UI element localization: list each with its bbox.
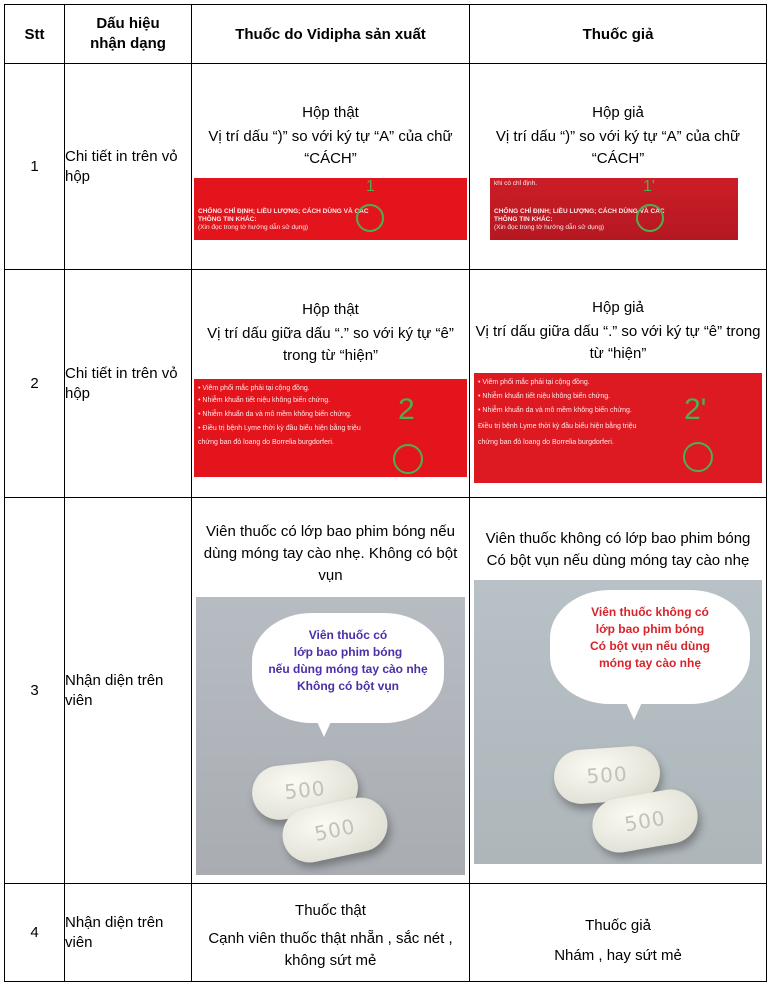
bubble-line: lớp bao phim bóng xyxy=(293,644,403,659)
marker-label: 1 xyxy=(366,177,375,195)
header-row xyxy=(5,5,767,64)
real-box-photo xyxy=(194,379,467,477)
banner-line: • Nhiễm khuẩn tiết niệu không biến chứng. xyxy=(198,396,331,404)
real-desc: Vị trí dấu “)” so với ký tự “A” của chữ “CÁCH” xyxy=(208,127,453,167)
fake-title: Hộp giả xyxy=(592,103,644,121)
fake-title: Thuốc giả xyxy=(585,916,651,934)
fake-title: Hộp giả xyxy=(592,298,644,316)
speech-bubble-tail xyxy=(314,715,334,737)
fake-desc: Vị trí dấu giữa dấu “.” so với ký tự “ê” trong từ “hiện” xyxy=(475,322,761,362)
real-pill-photo xyxy=(196,597,465,875)
banner-line: CHỐNG CHỈ ĐỊNH; LIỀU LƯỢNG; CÁCH DÙNG VÀ CÁC xyxy=(494,207,665,215)
banner-line: • Điều trị bệnh Lyme thời kỳ đầu biểu hiện bằng triệu xyxy=(198,424,361,432)
real-cell xyxy=(192,884,470,982)
header-sign: Dấu hiệu nhận dạng xyxy=(65,5,192,64)
marker-circle xyxy=(637,205,663,231)
row-number: 1 xyxy=(5,64,65,270)
fake-desc: Nhám , hay sứt mẻ xyxy=(554,946,682,964)
banner-line: THÔNG TIN KHÁC: xyxy=(494,215,553,223)
marker-annotation xyxy=(490,178,738,240)
header-stt: Stt xyxy=(5,5,65,64)
real-box-photo xyxy=(194,178,467,240)
real-title: Hộp thật xyxy=(302,103,359,121)
bubble-text xyxy=(252,627,444,695)
table-row xyxy=(5,498,767,884)
real-desc: Vị trí dấu giữa dấu “.” so với ký tự “ê” trong từ “hiện” xyxy=(207,324,454,364)
bubble-line: nếu dùng móng tay cào nhẹ xyxy=(268,661,428,676)
marker-label: 2 xyxy=(398,392,415,426)
row-sign: Chi tiết in trên vỏ hộp xyxy=(65,270,192,498)
marker-label: 2' xyxy=(684,392,707,426)
row-sign: Nhận diện trên viên xyxy=(65,498,192,884)
banner-line: khi có chỉ định. xyxy=(494,179,537,187)
marker-circle xyxy=(684,443,712,471)
real-cell xyxy=(192,64,470,270)
fake-cell xyxy=(470,64,767,270)
marker-annotation xyxy=(194,178,467,240)
marker-circle xyxy=(357,205,383,231)
table-row xyxy=(5,884,767,982)
bubble-line: Viên thuốc không có xyxy=(591,604,709,619)
row-number: 2 xyxy=(5,270,65,498)
fake-cell xyxy=(470,498,767,884)
bubble-line: Không có bột vụn xyxy=(297,678,399,693)
bubble-text xyxy=(550,604,750,672)
fake-pill-photo xyxy=(474,580,762,864)
header-real: Thuốc do Vidipha sản xuất xyxy=(192,5,470,64)
real-title: Hộp thật xyxy=(302,300,359,318)
bubble-line: móng tay cào nhẹ xyxy=(598,655,702,670)
banner-line: chứng ban đỏ loang do Borrelia burgdorferi. xyxy=(198,438,334,446)
pill-imprint: 500 xyxy=(312,813,358,846)
marker-circle xyxy=(394,445,422,473)
marker-annotation xyxy=(194,379,467,477)
marker-annotation xyxy=(474,373,762,483)
banner-line: • Viêm phổi mắc phải tại cộng đồng. xyxy=(198,384,310,392)
banner-line: • Nhiễm khuẩn tiết niệu không biến chứng. xyxy=(478,392,611,400)
pill-imprint: 500 xyxy=(585,761,629,788)
banner-line: CHỐNG CHỈ ĐỊNH; LIỀU LƯỢNG; CÁCH DÙNG VÀ CÁC xyxy=(198,207,369,215)
fake-cell xyxy=(470,884,767,982)
fake-desc: Vị trí dấu “)” so với ký tự “A” của chữ “CÁCH” xyxy=(495,127,741,167)
real-title: Thuốc thật xyxy=(295,901,366,919)
marker-label: 1' xyxy=(643,177,655,195)
fake-cell xyxy=(470,270,767,498)
banner-line: (Xin đọc trong tờ hướng dẫn sử dụng) xyxy=(198,223,309,231)
row-sign: Chi tiết in trên vỏ hộp xyxy=(65,64,192,270)
fake-box-photo xyxy=(490,178,738,240)
bubble-line: Viên thuốc có xyxy=(308,627,388,642)
fake-box-photo xyxy=(474,373,762,483)
table-row xyxy=(5,64,767,270)
pill-imprint: 500 xyxy=(283,775,327,804)
banner-line: THÔNG TIN KHÁC: xyxy=(198,215,257,223)
table-row xyxy=(5,270,767,498)
real-cell xyxy=(192,270,470,498)
header-fake: Thuốc giả xyxy=(470,5,767,64)
pill-imprint: 500 xyxy=(622,805,668,836)
bubble-line: lớp bao phim bóng xyxy=(595,621,705,636)
real-desc: Viên thuốc có lớp bao phim bóng nếu dùng móng tay cào nhẹ. Không có bột vụn xyxy=(203,522,458,584)
row-number: 4 xyxy=(5,884,65,982)
banner-line: Điều trị bệnh Lyme thời kỳ đầu biểu hiện bằng triệu xyxy=(478,422,637,430)
bubble-line: Có bột vụn nếu dùng xyxy=(590,638,710,653)
banner-line: • Nhiễm khuẩn da và mô mềm không biến chứng. xyxy=(478,406,632,414)
real-cell xyxy=(192,498,470,884)
comparison-table xyxy=(4,4,767,982)
banner-line: • Viêm phổi mắc phải tại cộng đồng. xyxy=(478,378,590,386)
fake-desc: Viên thuốc không có lớp bao phim bóng Có bột vụn nếu dùng móng tay cào nhẹ xyxy=(485,529,751,569)
row-sign: Nhận diện trên viên xyxy=(65,884,192,982)
real-desc: Cạnh viên thuốc thật nhẵn , sắc nét , không sứt mẻ xyxy=(208,929,453,969)
row-number: 3 xyxy=(5,498,65,884)
banner-line: chứng ban đỏ loang do Borrelia burgdorferi. xyxy=(478,438,614,446)
banner-line: • Nhiễm khuẩn da và mô mềm không biến chứng. xyxy=(198,410,352,418)
banner-line: (Xin đọc trong tờ hướng dẫn sử dụng) xyxy=(494,223,605,231)
speech-bubble-tail xyxy=(624,698,644,720)
